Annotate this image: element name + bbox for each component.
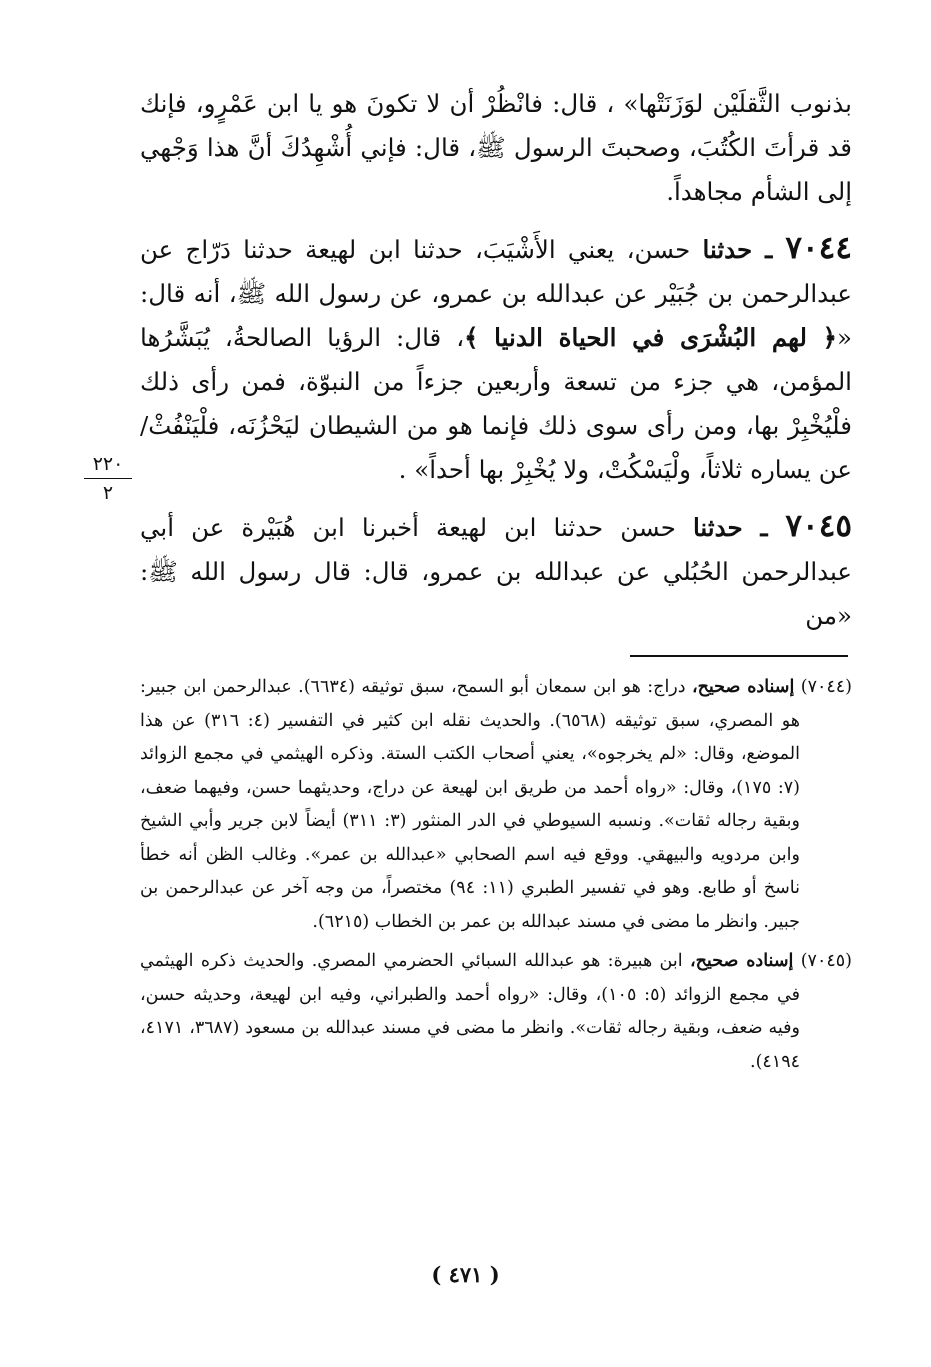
main-text bbox=[140, 82, 852, 638]
footnote-verdict: إسناده صحيح، bbox=[691, 677, 795, 697]
hadith-text-part2: ، قال: الرؤيا الصالحةُ، يُبَشَّرُها المؤمن، هي جزء من تسعة وأربعين جزءاً من النبوّة، فمن رأى ذلك فلْيُخْبِرْ بها، ومن رأى سوى ذلك فإنما هو من الشيطان ليَحْزُنَه، فلْيَنْفُثْ/ عن يساره ثلاثاً، ولْيَسْكُتْ، ولا يُخْبِرْ بها أحداً» . bbox=[140, 323, 852, 484]
footnote-verdict: إسناده صحيح، bbox=[689, 951, 794, 971]
quran-quote: ﴿ لهم البُشْرَى في الحياة الدنيا ﴾ bbox=[464, 323, 837, 352]
footnote-7044 bbox=[140, 671, 852, 939]
footnote-label: (٧٠٤٤) bbox=[800, 677, 852, 697]
page-number: ( ٤٧١ ) bbox=[431, 1262, 500, 1287]
footnote-separator bbox=[630, 655, 848, 657]
footnote-text: دراج: هو ابن سمعان أبو السمح، سبق توثيقه (٦٦٣٤). عبدالرحمن ابن جبير: هو المصري، سبق توثيقه (٦٥٦٨). والحديث نقله ابن كثير في التفسير (٤: ٣١٦) عن هذا الموضع، وقال: «لم يخرجوه»، يعني أصحاب الكتب الستة. وذكره الهيثمي في مجمع الزوائد (٧: ١٧٥)، وقال: «رواه أحمد من طريق ابن لهيعة عن دراج، وحديثهما حسن، وفيهما ضعف، وبقية رجاله ثقات». ونسبه السيوطي في الدر المنثور (٣: ٣١١) أيضاً لابن جرير وأبي الشيخ وابن مردويه والبيهقي. ووقع فيه اسم الصحابي «عبدالله بن عمر». وغالب الظن أنه خطأ ناسخ أو طابع. وهو في تفسير الطبري (١١: ٩٤) مختصراً، من وجه آخر عن عبدالرحمن بن جبير. وانظر ما مضى في مسند عبدالله بن عمر بن الخطاب (٦٢١٥). bbox=[140, 677, 801, 932]
hadith-7044 bbox=[140, 226, 852, 492]
footnotes bbox=[140, 671, 852, 1079]
marginal-ref-top: ٢٢٠ bbox=[84, 452, 132, 479]
hadith-number: ٧٠٤٥ bbox=[785, 508, 852, 544]
footnote-label: (٧٠٤٥) bbox=[800, 951, 852, 971]
hadith-7045 bbox=[140, 504, 852, 638]
hadith-number: ٧٠٤٤ bbox=[785, 230, 852, 266]
hadith-lead: حدثنا bbox=[692, 513, 743, 542]
hadith-lead: حدثنا bbox=[702, 235, 753, 264]
marginal-page-reference bbox=[84, 452, 132, 505]
hadith-dash: ـ bbox=[752, 235, 786, 264]
footnote-7045 bbox=[140, 945, 852, 1079]
hadith-text: حسن حدثنا ابن لهيعة أخبرنا ابن هُبَيْرة عن أبي عبدالرحمن الحُبُلي عن عبدالله بن عمرو، قال: قال رسول الله ﷺ: «من bbox=[140, 513, 852, 630]
marginal-ref-bottom: ٢ bbox=[102, 482, 114, 504]
hadith-text-part1: حسن، يعني الأَشْيَبَ، حدثنا ابن لهيعة حدثنا دَرّاج عن عبدالرحمن بن جُبَيْر عن عبدالله بن عمرو، عن رسول الله ﷺ، أنه قال: « bbox=[140, 235, 852, 352]
continued-paragraph: بذنوب الثَّقلَيْن لوَزَنَتْها» ، قال: فانْظُرْ أن لا تكونَ هو يا ابن عَمْرٍو، فإنك قد قرأتَ الكُتُبَ، وصحبتَ الرسول ﷺ، قال: فإني أُشْهِدُكَ أنَّ هذا وَجْهي إلى الشأم مجاهداً. bbox=[140, 89, 852, 206]
footnote-text: ابن هبيرة: هو عبدالله السبائي الحضرمي المصري. والحديث ذكره الهيثمي في مجمع الزوائد (٥: ١٠٥)، وقال: «رواه أحمد والطبراني، وفيه ابن لهيعة، وحديثه حسن، وفيه ضعف، وبقية رجاله ثقات». وانظر ما مضى في مسند عبدالله بن مسعود (٣٦٨٧، ٤١٧١، ٤١٩٤). bbox=[140, 951, 800, 1072]
hadith-dash: ـ bbox=[742, 513, 786, 542]
